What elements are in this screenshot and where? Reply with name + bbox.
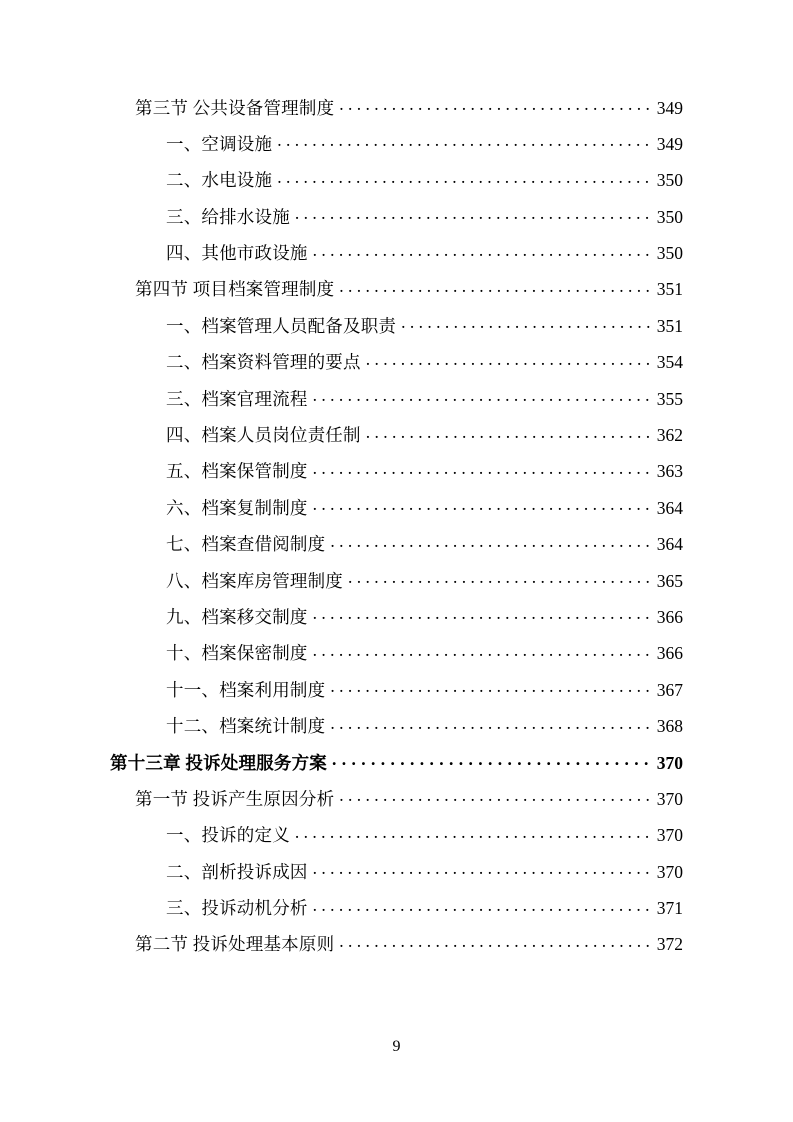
toc-leader-dots xyxy=(330,715,650,733)
toc-entry-page-number: 351 xyxy=(656,279,683,300)
toc-entry-page-number: 363 xyxy=(656,461,683,482)
toc-leader-dots xyxy=(366,424,650,442)
toc-leader-dots xyxy=(339,96,650,114)
toc-leader-dots xyxy=(277,169,650,187)
toc-entry[interactable] xyxy=(110,569,683,590)
toc-entry[interactable] xyxy=(110,824,683,845)
table-of-contents xyxy=(110,96,683,954)
toc-entry[interactable] xyxy=(110,314,683,335)
toc-entry-page-number: 350 xyxy=(656,243,683,264)
toc-entry-page-number: 372 xyxy=(656,934,683,955)
toc-entry[interactable] xyxy=(110,460,683,481)
toc-entry-page-number: 349 xyxy=(656,97,683,118)
toc-entry-label: 四、档案人员岗位责任制 xyxy=(166,425,361,446)
toc-entry-page-number: 354 xyxy=(656,352,683,373)
toc-leader-dots xyxy=(277,132,650,150)
toc-entry[interactable] xyxy=(110,96,683,117)
toc-entry-page-number: 366 xyxy=(656,643,683,664)
toc-entry-label: 三、给排水设施 xyxy=(166,206,290,227)
toc-entry[interactable] xyxy=(110,787,683,808)
toc-entry-label: 九、档案移交制度 xyxy=(166,606,308,627)
toc-entry[interactable] xyxy=(110,242,683,263)
toc-entry-page-number: 370 xyxy=(656,788,683,809)
toc-leader-dots xyxy=(332,751,650,769)
toc-entry-label: 第二节 投诉处理基本原则 xyxy=(135,934,335,955)
toc-entry-label: 七、档案查借阅制度 xyxy=(166,534,326,555)
toc-leader-dots xyxy=(313,642,650,660)
toc-entry[interactable] xyxy=(110,278,683,299)
toc-entry-page-number: 368 xyxy=(656,716,683,737)
toc-leader-dots xyxy=(313,460,650,478)
toc-entry[interactable] xyxy=(110,351,683,372)
toc-leader-dots xyxy=(330,533,650,551)
toc-entry-label: 三、投诉动机分析 xyxy=(166,898,308,919)
toc-entry[interactable] xyxy=(110,605,683,626)
toc-entry[interactable] xyxy=(110,860,683,881)
toc-entry[interactable] xyxy=(110,715,683,736)
toc-entry-label: 八、档案库房管理制度 xyxy=(166,570,343,591)
toc-entry[interactable] xyxy=(110,933,683,954)
toc-leader-dots xyxy=(295,824,650,842)
toc-entry-label: 四、其他市政设施 xyxy=(166,243,308,264)
toc-leader-dots xyxy=(313,860,650,878)
toc-leader-dots xyxy=(313,242,650,260)
toc-entry[interactable] xyxy=(110,897,683,918)
toc-leader-dots xyxy=(313,605,650,623)
toc-leader-dots xyxy=(330,678,650,696)
toc-entry-label: 二、剖析投诉成因 xyxy=(166,861,308,882)
toc-entry[interactable] xyxy=(110,533,683,554)
toc-entry-label: 二、档案资料管理的要点 xyxy=(166,352,361,373)
toc-entry-label: 二、水电设施 xyxy=(166,170,273,191)
toc-entry[interactable] xyxy=(110,424,683,445)
toc-entry-page-number: 370 xyxy=(656,825,683,846)
toc-entry-page-number: 351 xyxy=(656,315,683,336)
toc-entry-label: 一、档案管理人员配备及职责 xyxy=(166,315,397,336)
toc-entry-page-number: 366 xyxy=(656,606,683,627)
toc-leader-dots xyxy=(366,351,650,369)
toc-entry-page-number: 349 xyxy=(656,133,683,154)
toc-entry-page-number: 350 xyxy=(656,170,683,191)
toc-entry[interactable] xyxy=(110,132,683,153)
toc-entry-label: 一、空调设施 xyxy=(166,133,273,154)
toc-entry[interactable] xyxy=(110,205,683,226)
toc-entry-label: 五、档案保管制度 xyxy=(166,461,308,482)
toc-entry-page-number: 355 xyxy=(656,388,683,409)
toc-entry-page-number: 365 xyxy=(656,570,683,591)
toc-entry-page-number: 367 xyxy=(656,679,683,700)
toc-entry[interactable] xyxy=(110,169,683,190)
toc-leader-dots xyxy=(339,933,650,951)
toc-leader-dots xyxy=(313,897,650,915)
toc-entry-label: 十二、档案统计制度 xyxy=(166,716,326,737)
toc-entry[interactable] xyxy=(110,751,683,772)
toc-entry-label: 十一、档案利用制度 xyxy=(166,679,326,700)
toc-entry-label: 一、投诉的定义 xyxy=(166,825,290,846)
toc-entry[interactable] xyxy=(110,496,683,517)
toc-entry-label: 第一节 投诉产生原因分析 xyxy=(135,788,335,809)
toc-entry-page-number: 370 xyxy=(656,752,683,773)
toc-leader-dots xyxy=(313,387,650,405)
toc-entry-page-number: 370 xyxy=(656,861,683,882)
toc-leader-dots xyxy=(339,787,650,805)
toc-leader-dots xyxy=(348,569,650,587)
toc-leader-dots xyxy=(401,314,650,332)
toc-entry-label: 第十三章 投诉处理服务方案 xyxy=(110,752,327,773)
page-number: 9 xyxy=(392,1038,401,1055)
toc-entry-label: 第三节 公共设备管理制度 xyxy=(135,97,335,118)
toc-entry-page-number: 364 xyxy=(656,534,683,555)
toc-entry[interactable] xyxy=(110,387,683,408)
toc-leader-dots xyxy=(295,205,650,223)
toc-entry[interactable] xyxy=(110,678,683,699)
toc-leader-dots xyxy=(339,278,650,296)
toc-entry-label: 第四节 项目档案管理制度 xyxy=(135,279,335,300)
toc-entry-page-number: 371 xyxy=(656,898,683,919)
toc-entry-page-number: 364 xyxy=(656,497,683,518)
toc-entry-label: 三、档案官理流程 xyxy=(166,388,308,409)
toc-entry[interactable] xyxy=(110,642,683,663)
toc-entry-page-number: 362 xyxy=(656,425,683,446)
toc-entry-label: 六、档案复制制度 xyxy=(166,497,308,518)
toc-entry-label: 十、档案保密制度 xyxy=(166,643,308,664)
toc-entry-page-number: 350 xyxy=(656,206,683,227)
toc-leader-dots xyxy=(313,496,650,514)
